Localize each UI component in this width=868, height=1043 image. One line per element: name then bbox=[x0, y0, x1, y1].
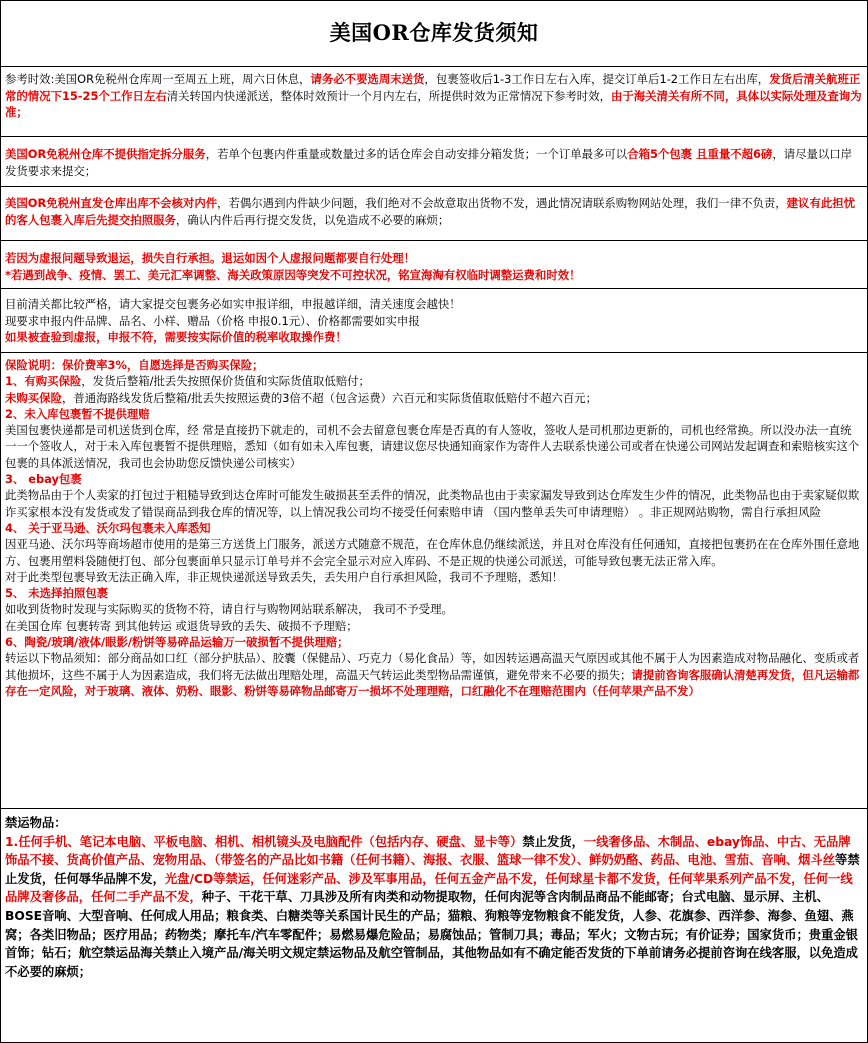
prohibited-insult-brands: 等禁止发货，任何辱华品牌不发， bbox=[5, 853, 860, 886]
split-service-text: ，若单个包裹内件重量或数量过多的话仓库会自动安排分箱发货；一个订单最多可以 bbox=[205, 147, 628, 161]
split-service-section bbox=[1, 137, 867, 187]
timing-warning-weekend: 请务必不要选周末送货 bbox=[310, 72, 425, 86]
insurance-item-5-text-2: 在美国仓库 包裹转寄 到其他转运 或退货导致的丢失、破损不予理赔； bbox=[5, 618, 358, 633]
declaration-text-2: 现要求申报内件品牌、品名、小样、赠品（价格 申报0.1元）、价格都需要如实申报 bbox=[5, 313, 420, 328]
insurance-item-5-text: 如收到货物时发现与实际购买的货物不符，请自行与购物网站联系解决， 我司不予受理。 bbox=[5, 602, 453, 617]
prohibited-other: 种子、干花干草、刀具涉及所有肉类和动物提取物，任何肉泥等含肉制品商品不能邮寄；台式电脑、显示屏、主机、BOSE音响、大型音响、任何成人用品；粮食类、白糖类等关系国计民生的产品；猫粮、狗粮等宠物粮食不能发货，人参、花旗参、西洋参、海参、鱼翅、燕窝；各类旧物品；医疗用品；药物类；摩托车/汽车零配件；易燃易爆危险品；易腐蚀品；管制刀具；毒品；军火；文物古玩；有价证券；国家货币；贵重金银首饰；钻石；航空禁运品海关禁止入境产品/海关明文规定禁运物品及航空管制品，其他物品如有不确定能否发货的下单前请务必提前咨询在线客服，以免造成不必要的麻烦； bbox=[5, 890, 858, 979]
insurance-item-1-title: 1、有购买保险 bbox=[5, 374, 82, 389]
no-insurance-text: ，普通海路线发货后整箱/批丢失按照运费的3倍不超（包含运费）六百元和实际货值取低赔付不超六百元； bbox=[61, 390, 598, 405]
timing-text-1: 参考时效:美国OR免税州仓库周一至周五上班，周六日休息， bbox=[5, 72, 311, 86]
insurance-item-2-title: 2、未入库包裹暂不提供理赔 bbox=[5, 406, 150, 421]
prohibited-luxury: 一线奢侈品、木制品、ebay饰品、中古、无品牌饰品不接、货高价值产品、宠物用品、（带签名的产品比如书籍（任何书籍）、海报、衣服、篮球一律不发）、鲜奶奶酪、药品、电池、雪茄、音响、烟斗丝 bbox=[5, 834, 851, 868]
title-section bbox=[1, 1, 867, 67]
prohibited-list bbox=[5, 833, 862, 982]
insurance-item-4-title: 4、 关于亚马逊、沃尔玛包裹未入库悉知 bbox=[5, 520, 211, 535]
prohibited-items-section bbox=[1, 809, 867, 1043]
content-check-section bbox=[1, 187, 867, 241]
photo-service-advice: 建议有此担忧的客人包裹入库后先提交拍照服务 bbox=[5, 196, 856, 227]
prohibited-electronics: 1.任何手机、笔记本电脑、平板电脑、相机、相机镜头及电脑配件（包括内存、硬盘、显卡等） bbox=[5, 834, 523, 849]
prohibited-heading: 禁运物品： bbox=[5, 816, 67, 830]
insurance-item-1-text: ，发货后整箱/批丢失按照保价货值和实际货值取低赔付； bbox=[81, 374, 370, 389]
insurance-item-6-title: 6、陶瓷/玻璃/液体/眼影/粉饼等易碎品运输万一破损暂不提供理赔； bbox=[5, 635, 349, 650]
return-risk-section bbox=[1, 241, 867, 289]
timing-warning-flight: 发货后清关航班正常的情况下15-25个工作日左右 bbox=[5, 72, 861, 103]
insurance-item-6-body bbox=[5, 650, 862, 699]
insurance-item-6-warning: 请提前咨询客服确认清楚再发货，但凡运输都存在一定风险，对于玻璃、液体、奶粉、眼影、粉饼等易碎物品邮寄万一损坏不处理理赔，口红融化不在理赔范围内（任何苹果产品不发） bbox=[5, 667, 860, 698]
insurance-item-1b bbox=[5, 390, 862, 406]
split-service-text-2: ，请尽量以口岸发货要求来提交； bbox=[5, 147, 853, 178]
insurance-item-2-text: 美国包裹快递都是司机送货到仓库，经 常是直接扔下就走的，司机不会去留意包裹仓库是否真的有人签收，签收人是司机那边更新的，司机也经常换。所以没办法一直统一一个签收人，对于未入库包裹暂不提供理赔，悉知（如有如未入库包裹，请建议您尽快通知商家作为寄件人去联系快递公司或者在快递公司网站发起调查和索赔核实这个包裹的具体派送情况，我司也会协助您反馈快递公司核实） bbox=[5, 423, 860, 470]
timing-warning-customs: 由于海关清关有所不同，具体以实际处理及查询为准； bbox=[5, 88, 862, 119]
no-insurance-title: 未购买保险 bbox=[5, 390, 62, 405]
prohibited-categories: 光盘/CD等禁运，任何迷彩产品、涉及军事用品，任何五金产品不发，任何球星卡都不发货，任何苹果系列产品不发，任何一线品牌及奢侈品，任何二手产品不发， bbox=[5, 871, 853, 905]
false-declaration-warning: 若因为虚报问题导致退运，损失自行承担。退运如因个人虚报问题都要自行处理！ bbox=[5, 251, 416, 265]
prohibited-no-ship: 禁止发货， bbox=[522, 834, 584, 849]
content-check-warning: 美国OR免税州直发仓库出库不会核对内件 bbox=[5, 196, 218, 210]
timing-text-3: 清关转国内快递派送，整体时效预计一个月内左右，所提供时效为正常情况下参考时效， bbox=[166, 88, 611, 103]
consolidation-limit: 合箱5个包裹 且重量不超6磅 bbox=[627, 147, 773, 161]
declaration-text-1: 目前清关都比较严格，请大家提交包裹务必如实申报详细，申报越详细，清关速度会越快！ bbox=[5, 297, 461, 311]
insurance-item-4-text-2: 对于此类型包裹导致无法正确入库，非正规快递派送导致丢失，丢失用户自行承担风险，我司不予理赔，悉知！ bbox=[5, 569, 564, 584]
content-check-text: ，若偶尔遇到内件缺少问题，我们绝对不会故意取出货物不发，遇此情况请联系购物网站处理，我们一律不负责， bbox=[217, 196, 787, 210]
insurance-heading: 保险说明：保价费率3%，自愿选择是否购买保险； bbox=[5, 358, 264, 372]
declaration-warning: 如果被查验到虚报，申报不符，需要按实际价值的税率收取操作费！ bbox=[5, 330, 347, 344]
page-title: 美国OR仓库发货须知 bbox=[329, 20, 539, 46]
content-check-text-2: ，确认内件后再行提交发货，以免造成不必要的麻烦； bbox=[175, 212, 450, 227]
split-service-warning: 美国OR免税州仓库不提供指定拆分服务 bbox=[5, 147, 206, 161]
insurance-section bbox=[1, 353, 867, 809]
insurance-item-3-text: 此类物品由于个人卖家的打包过于粗糙导致到达仓库时可能发生破损甚至丢件的情况，此类物品也由于卖家漏发导致到达仓库发生少件的情况，此类物品也由于卖家疑似欺诈买家根本没有发货或发了错误商品到我仓库的情况等，以上情况我公司均不接受任何索赔申请 （国内整单丢失可申请理赔） 。非正规网站购物，需自行承担风险 bbox=[5, 488, 860, 519]
insurance-item-5-title: 5、 未选择拍照包裹 bbox=[5, 586, 109, 601]
insurance-item-6-text: 转运以下物品须知：部分商品如口红（部分护肤品）、胶囊（保健品）、巧克力（易化食品）等，如因转运遇高温天气原因或其他不属于人为因素造成对物品融化、变质或者其他损坏，这些不属于人为因素造成，我们将无法做出理赔处理，高温天气转运此类型物品需谨慎，避免带来不必要的损失； bbox=[5, 651, 860, 682]
customs-declaration-section bbox=[1, 289, 867, 353]
insurance-item-3-title: 3、 ebay包裹 bbox=[5, 472, 82, 487]
insurance-item-1 bbox=[5, 373, 862, 389]
timing-text-2: ，包裹签收后1-3工作日左右入库，提交订单后1-2工作日左右出库， bbox=[424, 72, 770, 86]
reference-timing-section bbox=[1, 67, 867, 137]
force-majeure-warning: *若遇到战争、疫情、罢工、美元汇率调整、海关政策原因等突发不可控状况，铭宣海淘有权临时调整运费和时效！ bbox=[5, 267, 581, 282]
insurance-item-4-text: 因亚马逊、沃尔玛等商场超市使用的是第三方送货上门服务，派送方式随意不规范，在仓库休息仍继续派送，并且对仓库没有任何通知，直接把包裹扔在在仓库外围任意地方、包裹用塑料袋随便打包、部分包裹面单只显示订单号并不会完全显示对应入库码、不是正规的快递公司派送，可能导致包裹无法正常入库。 bbox=[5, 537, 860, 568]
